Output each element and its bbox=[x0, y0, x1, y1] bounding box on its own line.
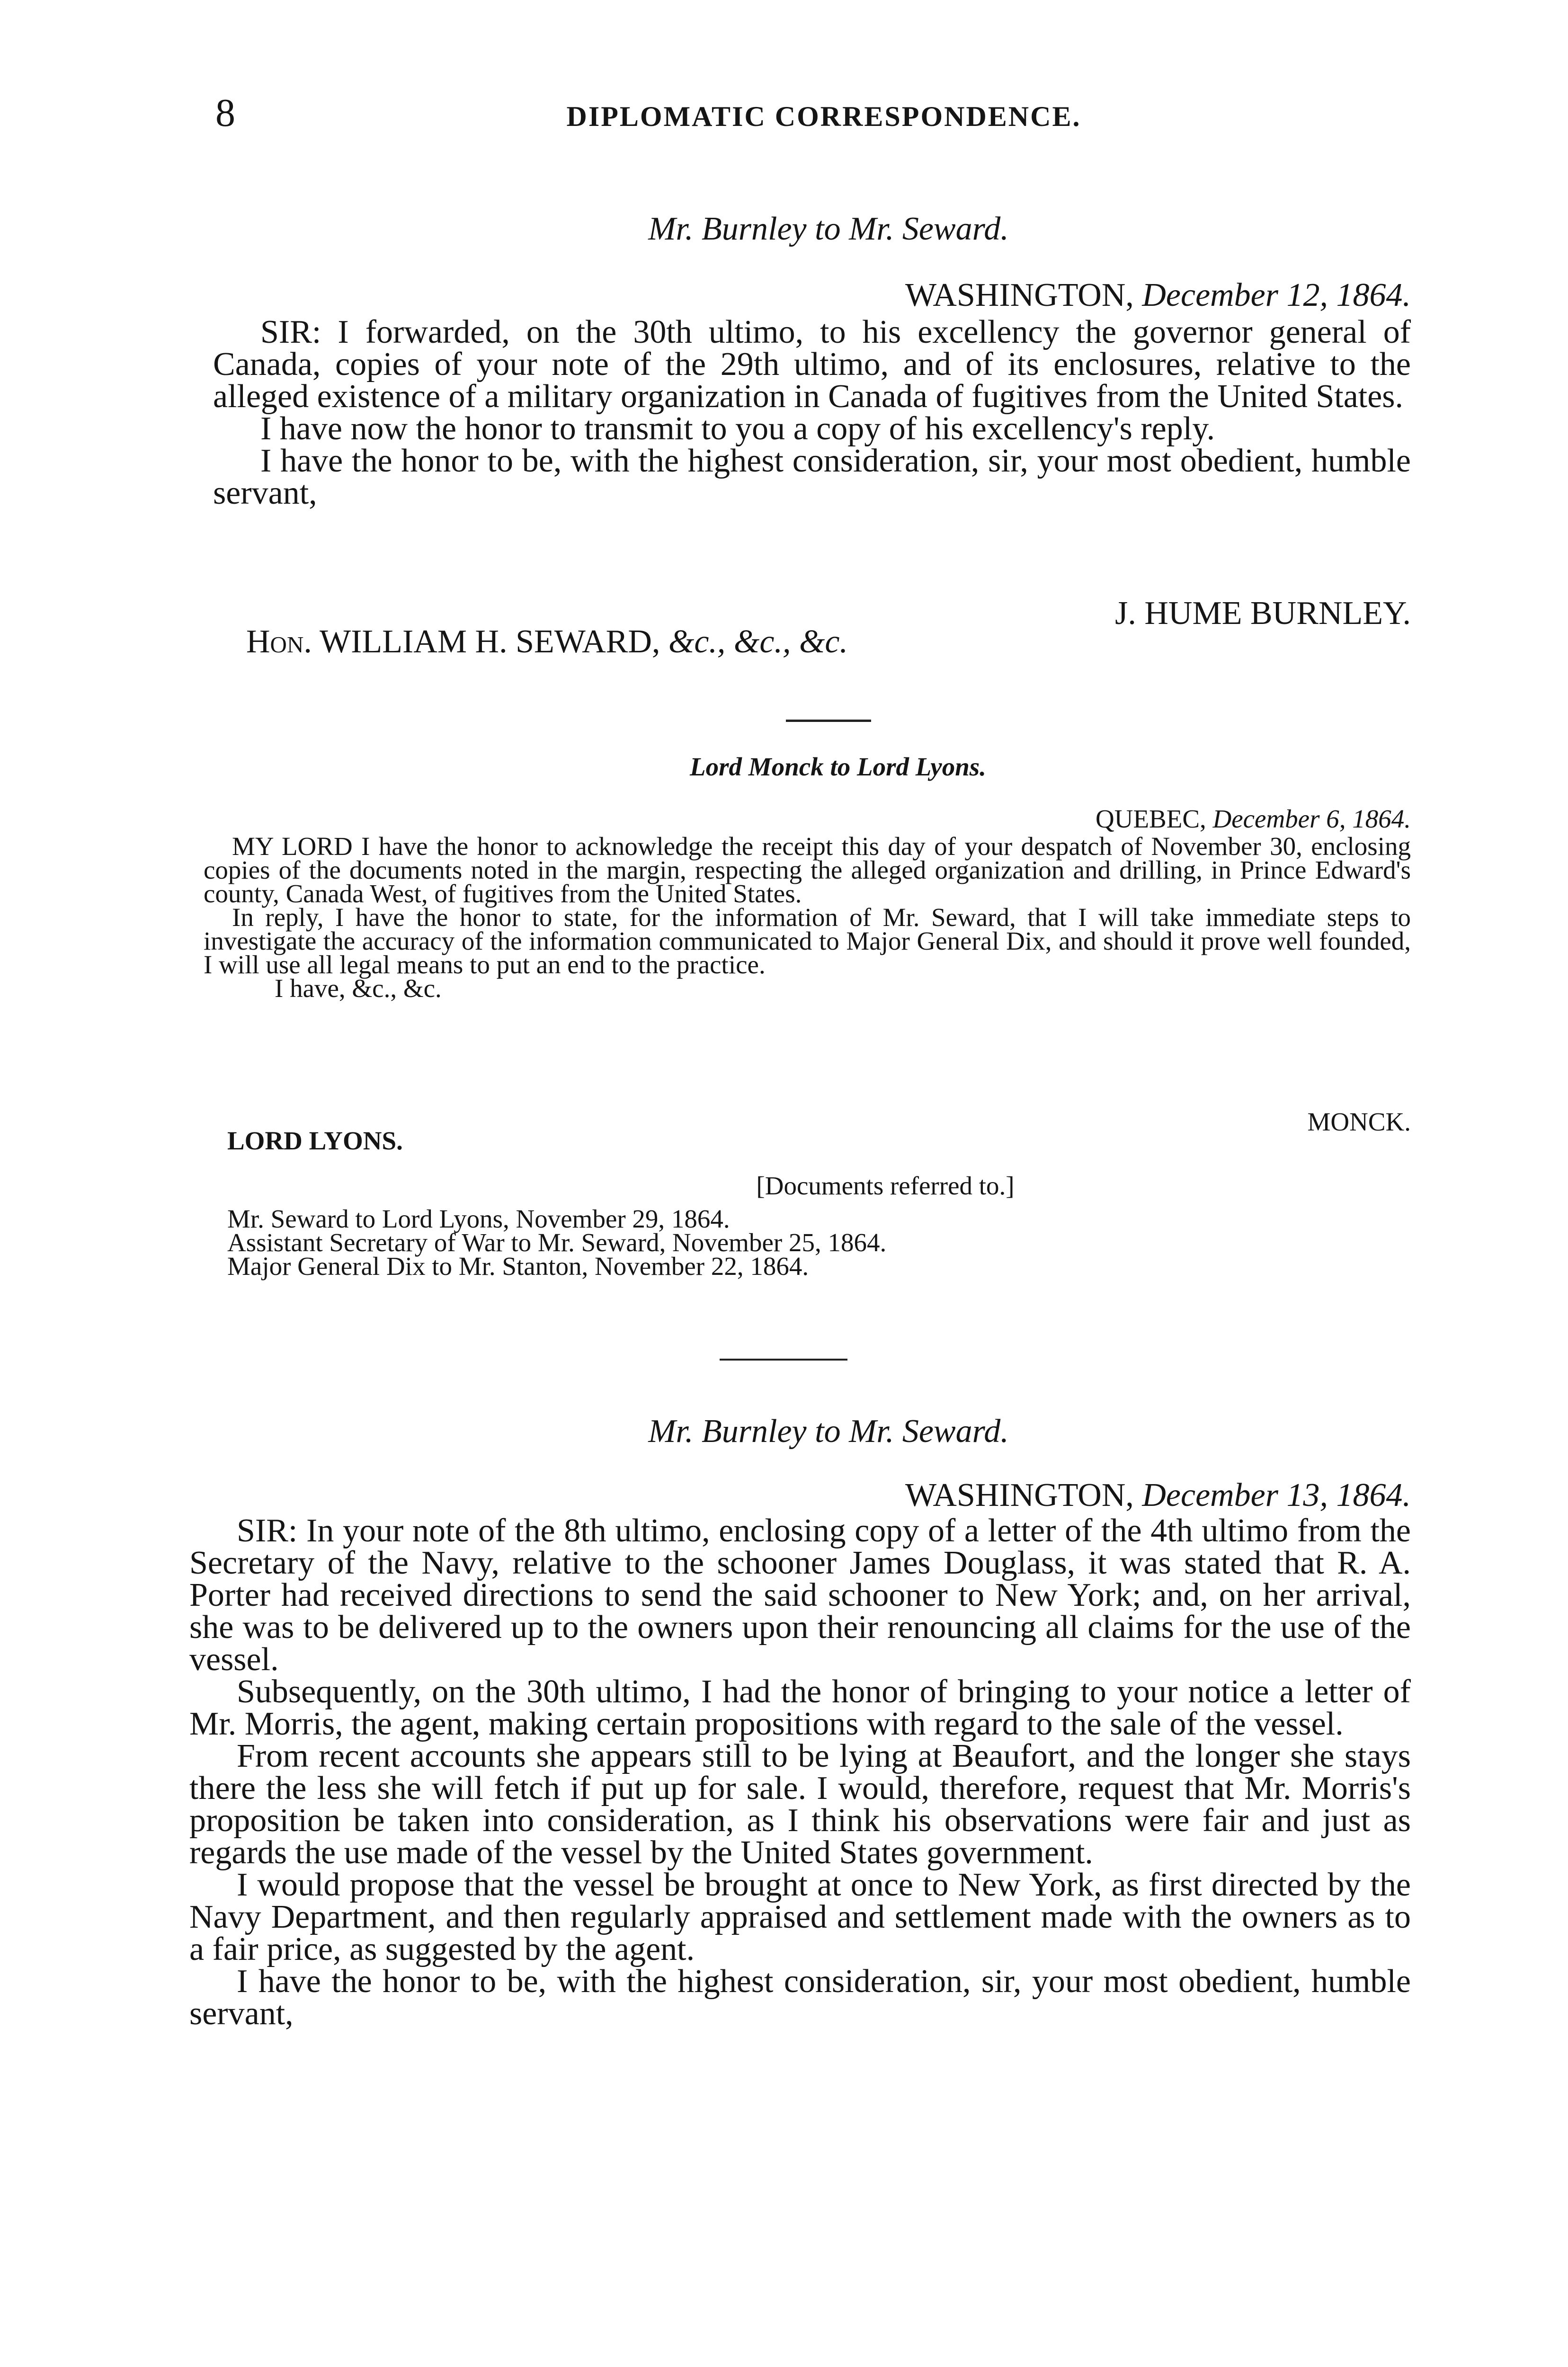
enclosure-dateline: QUEBEC, December 6, 1864. bbox=[1096, 804, 1411, 833]
divider-2 bbox=[720, 1359, 847, 1361]
enclosure-signature: MONCK. bbox=[1307, 1107, 1411, 1136]
letter2-para3: From recent accounts she appears still to be lying at Beaufort, and the longer she stays there the less she will fetch if put up for sale. I would, therefore, request that Mr. Morris's proposition be taken into consideration, as I think his observations were fair and just as regards the use made of the vessel by the United States government. bbox=[189, 1738, 1411, 1871]
letter1-dateline bbox=[710, 279, 1411, 311]
letter1-title: Mr. Burnley to Mr. Seward. bbox=[648, 211, 1009, 247]
letter2-para2: Subsequently, on the 30th ultimo, I had the honor of bringing to your notice a letter of Mr. Morris, the agent, making certain propositions with regard to the sale of the vessel. bbox=[189, 1673, 1411, 1742]
letter1-signature: J. HUME BURNLEY. bbox=[1115, 595, 1411, 632]
enclosure-title: Lord Monck to Lord Lyons. bbox=[690, 752, 986, 781]
divider-1 bbox=[786, 720, 871, 722]
letter1-body bbox=[213, 316, 1411, 509]
letter2-para1: SIR: In your note of the 8th ultimo, enclosing copy of a letter of the 4th ultimo from the Secretary of the Navy, relative to the schooner James Douglass, it was stated that R. A. Porter had received directions to send the said schooner to New York; and, on her arrival, she was to be delivered up to the owners upon their renouncing all claims for the use of the vessel. bbox=[189, 1513, 1411, 1678]
enclosure-para1: MY LORD I have the honor to acknowledge the receipt this day of your despatch of November 30, enclosing copies of the documents noted in the margin, respecting the alleged organization and drilling, in Prince Edward's county, Canada West, of fugitives from the United States. bbox=[204, 832, 1411, 908]
letter2-para4: I would propose that the vessel be brought at once to New York, as first directed by the Navy Department, and then regularly appraised and settlement made with the owners as to a fair price, as suggested by the agent. bbox=[189, 1867, 1411, 1967]
letter1-date: December 12, 1864. bbox=[1142, 277, 1411, 313]
letter1-addressee: Hon. WILLIAM H. SEWARD, &c., &c., &c. bbox=[246, 623, 848, 660]
enclosure-addressee: LORD LYONS. bbox=[227, 1126, 403, 1155]
enclosure-para2: In reply, I have the honor to state, for the information of Mr. Seward, that I will take immediate steps to investigate the accuracy of the information communicated to Major General Dix, and should it prove well founded, I will use all legal means to put an end to the practice. bbox=[204, 903, 1411, 979]
enclosure-closing: I have, &c., &c. bbox=[275, 974, 442, 1003]
letter1-para3: I have the honor to be, with the highest consideration, sir, your most obedient, humble servant, bbox=[213, 443, 1411, 511]
letter1-para2: I have now the honor to transmit to you a copy of his excellency's reply. bbox=[260, 410, 1215, 447]
letter2-body bbox=[189, 1515, 1411, 2030]
letter2-para5: I have the honor to be, with the highest consideration, sir, your most obedient, humble servant, bbox=[189, 1963, 1411, 2032]
documents-list bbox=[227, 1204, 1269, 1281]
document-item: Major General Dix to Mr. Stanton, November 22, 1864. bbox=[227, 1252, 809, 1281]
letter1-para1: SIR: I forwarded, on the 30th ultimo, to his excellency the governor general of Canada, copies of your note of the 29th ultimo, and of its enclosures, relative to the alleged existence of a military organization in Canada of fugitives from the United States. bbox=[213, 314, 1411, 415]
documents-heading: [Documents referred to.] bbox=[756, 1171, 1015, 1200]
running-title: DIPLOMATIC CORRESPONDENCE. bbox=[566, 101, 1081, 132]
document-item: Assistant Secretary of War to Mr. Seward, November 25, 1864. bbox=[227, 1228, 887, 1257]
letter2-title: Mr. Burnley to Mr. Seward. bbox=[648, 1413, 1009, 1450]
letter1-place: WASHINGTON, bbox=[905, 277, 1134, 313]
enclosure-body bbox=[204, 832, 1411, 1003]
page-number: 8 bbox=[215, 91, 235, 135]
letter2-dateline: WASHINGTON, December 13, 1864. bbox=[905, 1477, 1411, 1513]
document-item: Mr. Seward to Lord Lyons, November 29, 1864. bbox=[227, 1204, 730, 1233]
